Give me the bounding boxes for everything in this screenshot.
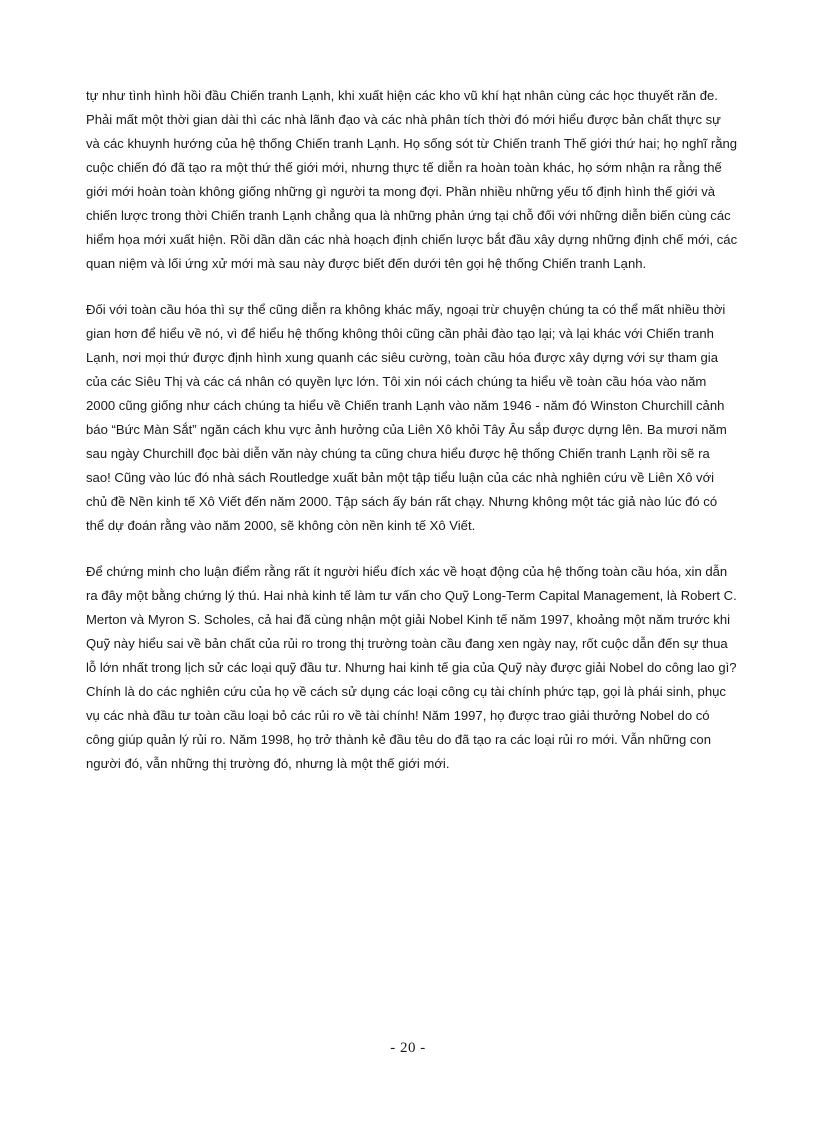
page-number: - 20 - <box>390 1040 426 1056</box>
paragraph-cold-war: tự như tình hình hồi đầu Chiến tranh Lạnh, khi xuất hiện các kho vũ khí hạt nhân cùng các học thuyết răn đe. Phải mất một thời gian dài thì các nhà lãnh đạo và các nhà phân tích thời đó mới hiểu được bản chất thực sự và các khuynh hướng của hệ thống Chiến tranh Lạnh. Họ sống sót từ Chiến tranh Thế giới thứ hai; họ nghĩ rằng cuộc chiến đó đã tạo ra một thứ thế giới mới, nhưng thực tế diễn ra hoàn toàn khác, họ sớm nhận ra rằng thế giới mới hoàn toàn không giống những gì người ta mong đợi. Phần nhiều những yếu tố định hình thế giới và chiến lược trong thời Chiến tranh Lạnh chẳng qua là những phản ứng tại chỗ đối với những diễn biến cùng các hiểm họa mới xuất hiện. Rồi dần dần các nhà hoạch định chiến lược bắt đầu xây dựng những định chế mới, các quan niệm và lối ứng xử mới mà sau này được biết đến dưới tên gọi hệ thống Chiến tranh Lạnh. <box>86 88 738 271</box>
page-body <box>86 84 738 776</box>
paragraph-ltcm-example: Để chứng minh cho luận điểm rằng rất ít người hiểu đích xác về hoạt động của hệ thống toàn cầu hóa, xin dẫn ra đây một bằng chứng lý thú. Hai nhà kinh tế làm tư vấn cho Quỹ Long-Term Capital Management, là Robert C. Merton và Myron S. Scholes, cả hai đã cùng nhận một giải Nobel Kinh tế năm 1997, khoảng một năm trước khi Quỹ này hiểu sai về bản chất của rủi ro trong thị trường toàn cầu đang xen ngày nay, rốt cuộc dẫn đến sự thua lỗ lớn nhất trong lịch sử các loại quỹ đầu tư. Nhưng hai kinh tế gia của Quỹ này được giải Nobel do công lao gì? Chính là do các nghiên cứu của họ về cách sử dụng các loại công cụ tài chính phức tạp, gọi là phái sinh, phục vụ các nhà đầu tư toàn cầu loại bỏ các rủi ro về tài chính! Năm 1997, họ được trao giải thưởng Nobel do có công giúp quản lý rủi ro. Năm 1998, họ trở thành kẻ đầu têu do đã tạo ra các loại rủi ro mới. Vẫn những con người đó, vẫn những thị trường đó, nhưng là một thế giới mới. <box>86 564 737 771</box>
paragraph-globalization: Đối với toàn cầu hóa thì sự thể cũng diễn ra không khác mấy, ngoại trừ chuyện chúng ta có thể mất nhiều thời gian hơn để hiểu về nó, vì để hiểu hệ thống không thôi cũng cần phải đào tạo lại; và lại khác với Chiến tranh Lạnh, nơi mọi thứ được định hình xung quanh các siêu cường, toàn cầu hóa được xây dựng với sự tham gia của các Siêu Thị và các cá nhân có quyền lực lớn. Tôi xin nói cách chúng ta hiểu về toàn cầu hóa vào năm 2000 cũng giống như cách chúng ta hiểu về Chiến tranh Lạnh vào năm 1946 - năm đó Winston Churchill cảnh báo “Bức Màn Sắt” ngăn cách khu vực ảnh hưởng của Liên Xô khỏi Tây Âu sắp được dựng lên. Ba mươi năm sau ngày Churchill đọc bài diễn văn này chúng ta cũng chưa hiểu được hệ thống Chiến tranh Lạnh rồi sẽ ra sao! Cũng vào lúc đó nhà sách Routledge xuất bản một tập tiểu luận của các nhà nghiên cứu về Liên Xô với chủ đề Nền kinh tế Xô Viết đến năm 2000. Tập sách ấy bán rất chạy. Nhưng không một tác giả nào lúc đó có thể dự đoán rằng vào năm 2000, sẽ không còn nền kinh tế Xô Viết. <box>86 302 727 533</box>
